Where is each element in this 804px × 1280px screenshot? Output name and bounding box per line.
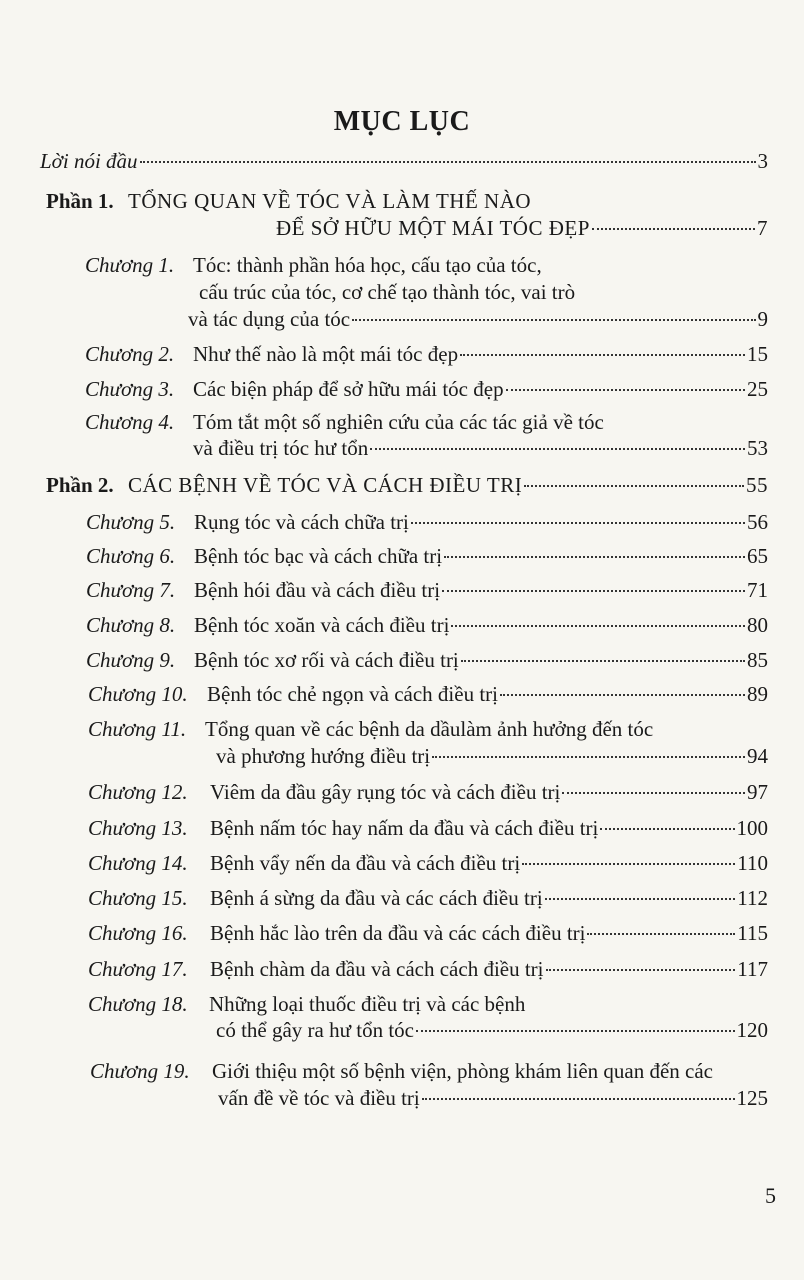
chapter-11-label: Chương 11. xyxy=(88,717,187,741)
toc-entry-chapter-19 xyxy=(218,1085,768,1111)
leader-dots xyxy=(140,161,756,163)
chapter-17-label: Chương 17. xyxy=(88,957,188,981)
toc-entry-part-2 xyxy=(128,472,768,498)
chapter-3-title: Các biện pháp để sở hữu mái tóc đẹp xyxy=(193,377,504,401)
chapter-1-line-1: Tóc: thành phần hóa học, cấu tạo của tóc, xyxy=(193,253,542,277)
toc-title: MỤC LỤC xyxy=(333,106,471,137)
toc-entry-chapter-11 xyxy=(216,743,768,769)
toc-entry-chapter-9 xyxy=(194,647,768,673)
chapter-16-page: 115 xyxy=(737,921,768,945)
chapter-8-page: 80 xyxy=(747,613,768,637)
chapter-15-title: Bệnh á sừng da đầu và các cách điều trị xyxy=(210,886,543,910)
chapter-18-page: 120 xyxy=(736,1018,768,1042)
chapter-11-line-2: và phương hướng điều trị xyxy=(216,744,431,768)
chapter-9-title: Bệnh tóc xơ rối và cách điều trị xyxy=(194,648,459,672)
leader-dots xyxy=(370,448,745,450)
chapter-14-label: Chương 14. xyxy=(88,851,188,875)
chapter-14-title: Bệnh vẩy nến da đầu và cách điều trị xyxy=(210,851,521,875)
part-1-page: 7 xyxy=(757,216,768,240)
chapter-19-line-1: Giới thiệu một số bệnh viện, phòng khám liên quan đến các xyxy=(212,1059,713,1083)
chapter-6-label: Chương 6. xyxy=(86,544,176,568)
leader-dots xyxy=(416,1030,735,1032)
leader-dots xyxy=(442,590,745,592)
toc-entry-chapter-7 xyxy=(194,577,768,603)
toc-entry-chapter-17 xyxy=(210,956,768,982)
chapter-5-title: Rụng tóc và cách chữa trị xyxy=(194,510,409,534)
leader-dots xyxy=(546,969,736,971)
toc-entry-chapter-13 xyxy=(210,815,768,841)
chapter-19-label: Chương 19. xyxy=(90,1059,190,1083)
chapter-11-line-1: Tổng quan về các bệnh da dầulàm ảnh hưởng đến tóc xyxy=(205,717,654,741)
chapter-13-title: Bệnh nấm tóc hay nấm da đầu và cách điều trị xyxy=(210,816,599,840)
chapter-17-title: Bệnh chàm da đầu và cách cách điều trị xyxy=(210,957,544,981)
toc-entry-chapter-18 xyxy=(216,1017,768,1043)
toc-entry-chapter-15 xyxy=(210,885,768,911)
leader-dots xyxy=(411,522,745,524)
leader-dots xyxy=(522,863,735,865)
chapter-13-page: 100 xyxy=(736,816,768,840)
part-1-title-line-1: TỔNG QUAN VỀ TÓC VÀ LÀM THẾ NÀO xyxy=(128,189,532,213)
part-2-label: Phần 2. xyxy=(46,473,114,497)
chapter-10-title: Bệnh tóc chẻ ngọn và cách điều trị xyxy=(207,682,498,706)
toc-entry-chapter-5 xyxy=(194,509,768,535)
chapter-2-page: 15 xyxy=(747,342,768,366)
chapter-8-title: Bệnh tóc xoăn và cách điều trị xyxy=(194,613,450,637)
chapter-5-page: 56 xyxy=(747,510,768,534)
chapter-7-title: Bệnh hói đầu và cách điều trị xyxy=(194,578,441,602)
chapter-18-line-2: có thể gây ra hư tổn tóc xyxy=(216,1018,414,1042)
chapter-6-page: 65 xyxy=(747,544,768,568)
chapter-3-page: 25 xyxy=(747,377,768,401)
chapter-16-label: Chương 16. xyxy=(88,921,188,945)
leader-dots xyxy=(461,660,745,662)
toc-entry-chapter-14 xyxy=(210,850,768,876)
leader-dots xyxy=(422,1098,735,1100)
chapter-5-label: Chương 5. xyxy=(86,510,176,534)
toc-entry-chapter-10 xyxy=(207,681,768,707)
toc-entry-preface xyxy=(40,148,768,174)
chapter-12-label: Chương 12. xyxy=(88,780,188,804)
toc-entry-chapter-4 xyxy=(193,435,768,461)
chapter-17-page: 117 xyxy=(737,957,768,981)
part-2-page: 55 xyxy=(746,473,768,497)
chapter-10-page: 89 xyxy=(747,682,768,706)
chapter-19-page: 125 xyxy=(736,1086,768,1110)
toc-entry-chapter-3 xyxy=(193,376,768,402)
leader-dots xyxy=(451,625,745,627)
leader-dots xyxy=(545,898,736,900)
chapter-6-title: Bệnh tóc bạc và cách chữa trị xyxy=(194,544,443,568)
chapter-14-page: 110 xyxy=(737,851,768,875)
chapter-4-label: Chương 4. xyxy=(85,410,175,434)
toc-entry-chapter-2 xyxy=(193,341,768,367)
chapter-4-page: 53 xyxy=(747,436,768,460)
chapter-12-title: Viêm da đầu gây rụng tóc và cách điều trị xyxy=(210,780,561,804)
chapter-18-label: Chương 18. xyxy=(88,992,188,1016)
chapter-7-label: Chương 7. xyxy=(86,578,176,602)
leader-dots xyxy=(587,933,735,935)
leader-dots xyxy=(500,694,745,696)
toc-entry-chapter-1 xyxy=(188,306,768,332)
toc-entry-chapter-12 xyxy=(210,779,768,805)
preface-page: 3 xyxy=(757,149,768,173)
toc-entry-chapter-6 xyxy=(194,543,768,569)
part-1-label: Phần 1. xyxy=(46,189,114,213)
leader-dots xyxy=(460,354,745,356)
leader-dots xyxy=(592,228,755,230)
preface-label: Lời nói đầu xyxy=(40,149,138,173)
toc-entry-part-1 xyxy=(276,215,768,241)
leader-dots xyxy=(432,756,745,758)
leader-dots xyxy=(524,485,744,487)
chapter-15-page: 112 xyxy=(737,886,768,910)
chapter-12-page: 97 xyxy=(747,780,768,804)
chapter-1-line-3: và tác dụng của tóc xyxy=(188,307,351,331)
chapter-15-label: Chương 15. xyxy=(88,886,188,910)
chapter-19-line-2: vấn đề về tóc và điều trị xyxy=(218,1086,420,1110)
chapter-1-label: Chương 1. xyxy=(85,253,175,277)
chapter-10-label: Chương 10. xyxy=(88,682,188,706)
chapter-9-page: 85 xyxy=(747,648,768,672)
leader-dots xyxy=(506,389,745,391)
page-number: 5 xyxy=(765,1183,776,1208)
chapter-9-label: Chương 9. xyxy=(86,648,176,672)
chapter-4-line-2: và điều trị tóc hư tổn xyxy=(193,436,369,460)
part-1-title-line-2: ĐỂ SỞ HỮU MỘT MÁI TÓC ĐẸP xyxy=(276,216,590,240)
chapter-7-page: 71 xyxy=(747,578,768,602)
chapter-11-page: 94 xyxy=(747,744,768,768)
chapter-18-line-1: Những loại thuốc điều trị và các bệnh xyxy=(209,992,526,1016)
leader-dots xyxy=(352,319,755,321)
leader-dots xyxy=(444,556,745,558)
chapter-16-title: Bệnh hắc lào trên da đầu và các cách điều trị xyxy=(210,921,586,945)
leader-dots xyxy=(600,828,734,830)
toc-entry-chapter-8 xyxy=(194,612,768,638)
chapter-2-label: Chương 2. xyxy=(85,342,175,366)
toc-entry-chapter-16 xyxy=(210,920,768,946)
leader-dots xyxy=(562,792,745,794)
chapter-1-page: 9 xyxy=(757,307,768,331)
chapter-4-line-1: Tóm tắt một số nghiên cứu của các tác giả về tóc xyxy=(193,410,604,434)
chapter-8-label: Chương 8. xyxy=(86,613,176,637)
chapter-3-label: Chương 3. xyxy=(85,377,175,401)
part-2-title: CÁC BỆNH VỀ TÓC VÀ CÁCH ĐIỀU TRỊ xyxy=(128,473,523,497)
chapter-1-line-2: cấu trúc của tóc, cơ chế tạo thành tóc, vai trò xyxy=(199,280,576,304)
chapter-13-label: Chương 13. xyxy=(88,816,188,840)
chapter-2-title: Như thế nào là một mái tóc đẹp xyxy=(193,342,459,366)
